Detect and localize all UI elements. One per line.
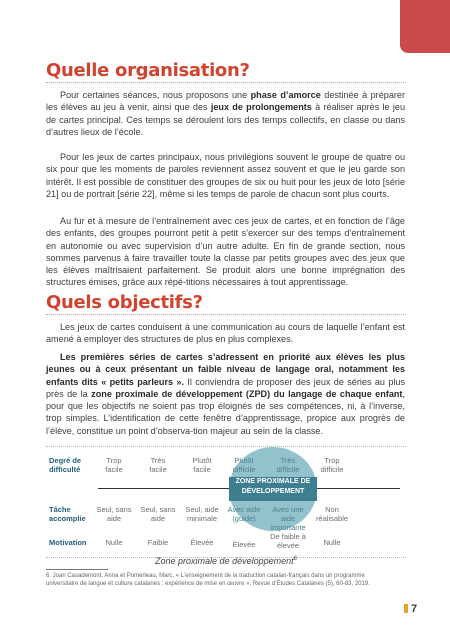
motivation-cell: Élevée (232, 540, 256, 549)
figure-caption: Zone proximale de développement$^6$ (155, 556, 297, 566)
task-cell: Seul, aide minimale (185, 505, 219, 523)
row-head-motivation: Motivation (49, 538, 87, 547)
zpd-label: ZONE PROXIMALE DE DÉVELOPPEMENT (229, 477, 317, 501)
difficulty-cell: Trop difficile (320, 456, 344, 474)
motivation-cell: De faible à élevée (270, 532, 306, 550)
difficulty-cell: Très difficile (276, 456, 300, 474)
motivation-cell: Nulle (105, 538, 123, 547)
task-cell: Avec aide (guide) (227, 505, 261, 523)
paragraph-communication: Les jeux de cartes conduisent à une communication au cours de laquelle l’enfant est amené à employer des structures de plus en plus complexes. (46, 322, 405, 345)
task-cell: Seul, sans aide (140, 505, 176, 523)
motivation-cell: Faible (147, 538, 169, 547)
difficulty-cell: Plutôt facile (192, 456, 212, 474)
corner-tab (400, 0, 450, 53)
page-number: 7 (404, 603, 417, 615)
heading-rule (46, 314, 406, 315)
difficulty-cell: Plutôt difficile (232, 456, 256, 474)
caption-footnote-ref: 6 (293, 556, 297, 562)
motivation-cell: Nulle (323, 538, 341, 547)
row-head-task: Tâche accomplie (49, 505, 86, 523)
paragraph-entrainement: Au fur et à mesure de l’entraînement avec ces jeux de cartes, et en fonction de l’âge des enfants, des groupes pourront petit à petit s’exercer sur des temps d’entraînement en autonomie ou avec supervision d’un autre adulte. En fin de grande section, nous sommes parvenus à faire travailler toute la classe par petits groupes avec des jeux que les élèves maîtrisaient parfaitement. Se produit alors une bonne imprégnation des structures émises, grâce aux répé-titions nécessaires à tout apprentissage. (46, 216, 405, 288)
difficulty-cell: Très facile (149, 456, 167, 474)
task-cell: Avec une aide importante (270, 505, 306, 532)
difficulty-cell: Trop facile (105, 456, 123, 474)
task-cell: Non réalisable (315, 505, 349, 523)
footnote: 6. Joan Casademont, Anna et Pomerleau, Marc, « L’enseignement de la traduction catalan-français dans un programme universitaire de langue et culture catalanes : expérience de mise en œuvre », Revue d’Études Catalanes (5), 60-83, 2019. (46, 573, 370, 588)
task-cell: Seul, sans aide (96, 505, 132, 523)
row-head-difficulty: Degré de difficulté (49, 456, 82, 474)
footnote-rule (46, 569, 108, 570)
heading-rule (46, 82, 406, 83)
section-heading-organisation: Quelle organisation? (46, 60, 250, 81)
diagram-divider (46, 446, 406, 447)
section-heading-objectifs: Quels objectifs? (46, 292, 203, 313)
paragraph-zpd: Les premières séries de cartes s’adressent en priorité aux élèves les plus jeunes ou à ceux présentant un faible niveau de langage oral, notamment les enfants dits « petits parleurs ». Il conviendra de proposer des jeux de séries au plus près de la zone proximale de développement (ZPD) du langage de chaque enfant, pour que les objectifs ne soient pas trop éloignés de ses compétences, ni, à l’inverse, trop simples. L’identification de cette fenêtre d’apprentissage, propice aux progrès de l’élève, constitue un point d’observa-tion majeur au sein de la classe. (46, 352, 406, 436)
motivation-cell: Élevée (190, 538, 214, 547)
paragraph-groupes: Pour les jeux de cartes principaux, nous privilégions souvent le groupe de quatre ou six pour que les moments de paroles reviennent assez souvent et que le jeu garde son intérêt. Il est possible de constituer des groupes de six ou huit pour les jeux de loto [série 21] ou de portrait [série 22], même si les temps de parole de chacun sont plus courts. (46, 152, 405, 199)
paragraph-amorce: Pour certaines séances, nous proposons une phase d’amorce destinée à préparer les élèves au jeu à venir, ainsi que des jeux de prolongements à réaliser après le jeu de cartes principal. Ces temps se déroulent lors des temps collectifs, en classe ou dans d’autres lieux de l’école. (46, 90, 405, 137)
zpd-diagram (46, 446, 406, 558)
page-number-marker (404, 604, 408, 613)
